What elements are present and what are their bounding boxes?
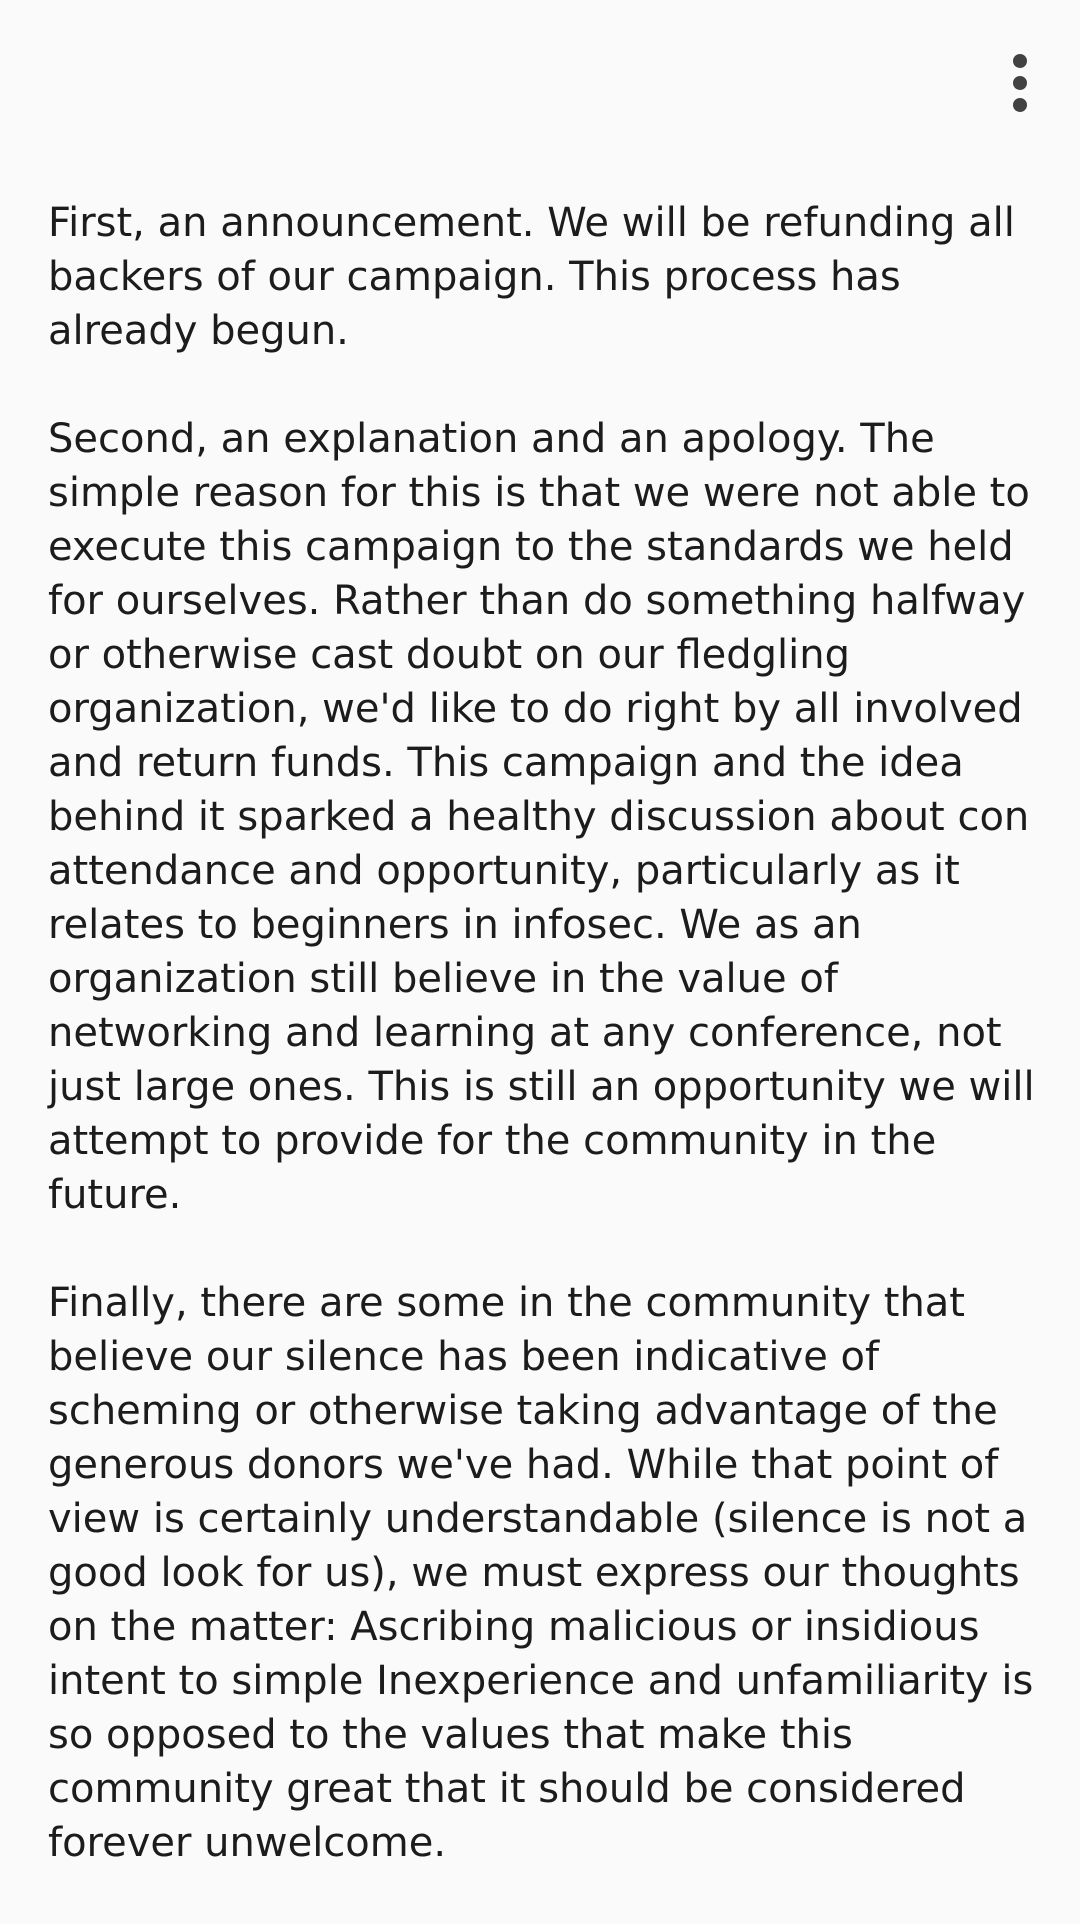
more-vertical-icon (1012, 53, 1028, 113)
post-body (48, 196, 1048, 1924)
closing-paragraph: Finally, there are some in the community that believe our silence has been indicative of scheming or otherwise taking advantage of the generous donors we've had. While that point of view is certainly understandable (silence is not a good look for us), we must express our thoughts on the matter: Ascribing malicious or insidious intent to simple Inexperience and unfamiliarity is so opposed to the values that make this community great that it should be considered forever unwelcome. (48, 1280, 1034, 1866)
top-app-bar (0, 0, 1080, 170)
explanation-paragraph: Second, an explanation and an apology. The simple reason for this is that we were not able to execute this campaign to the standards we held for ourselves. Rather than do something halfway or otherwise cast doubt on our fledgling organization, we'd like to do right by all involved and return funds. This campaign and the idea behind it sparked a healthy discussion about con attendance and opportunity, particularly as it relates to beginners in infosec. We as an organization still believe in the value of networking and learning at any conference, not just large ones. This is still an opportunity we will attempt to provide for the community in the future. (48, 416, 1035, 1218)
announcement-paragraph: First, an announcement. We will be refunding all backers of our campaign. This process has already begun. (48, 200, 1015, 354)
overflow-menu-button[interactable] (990, 50, 1050, 116)
